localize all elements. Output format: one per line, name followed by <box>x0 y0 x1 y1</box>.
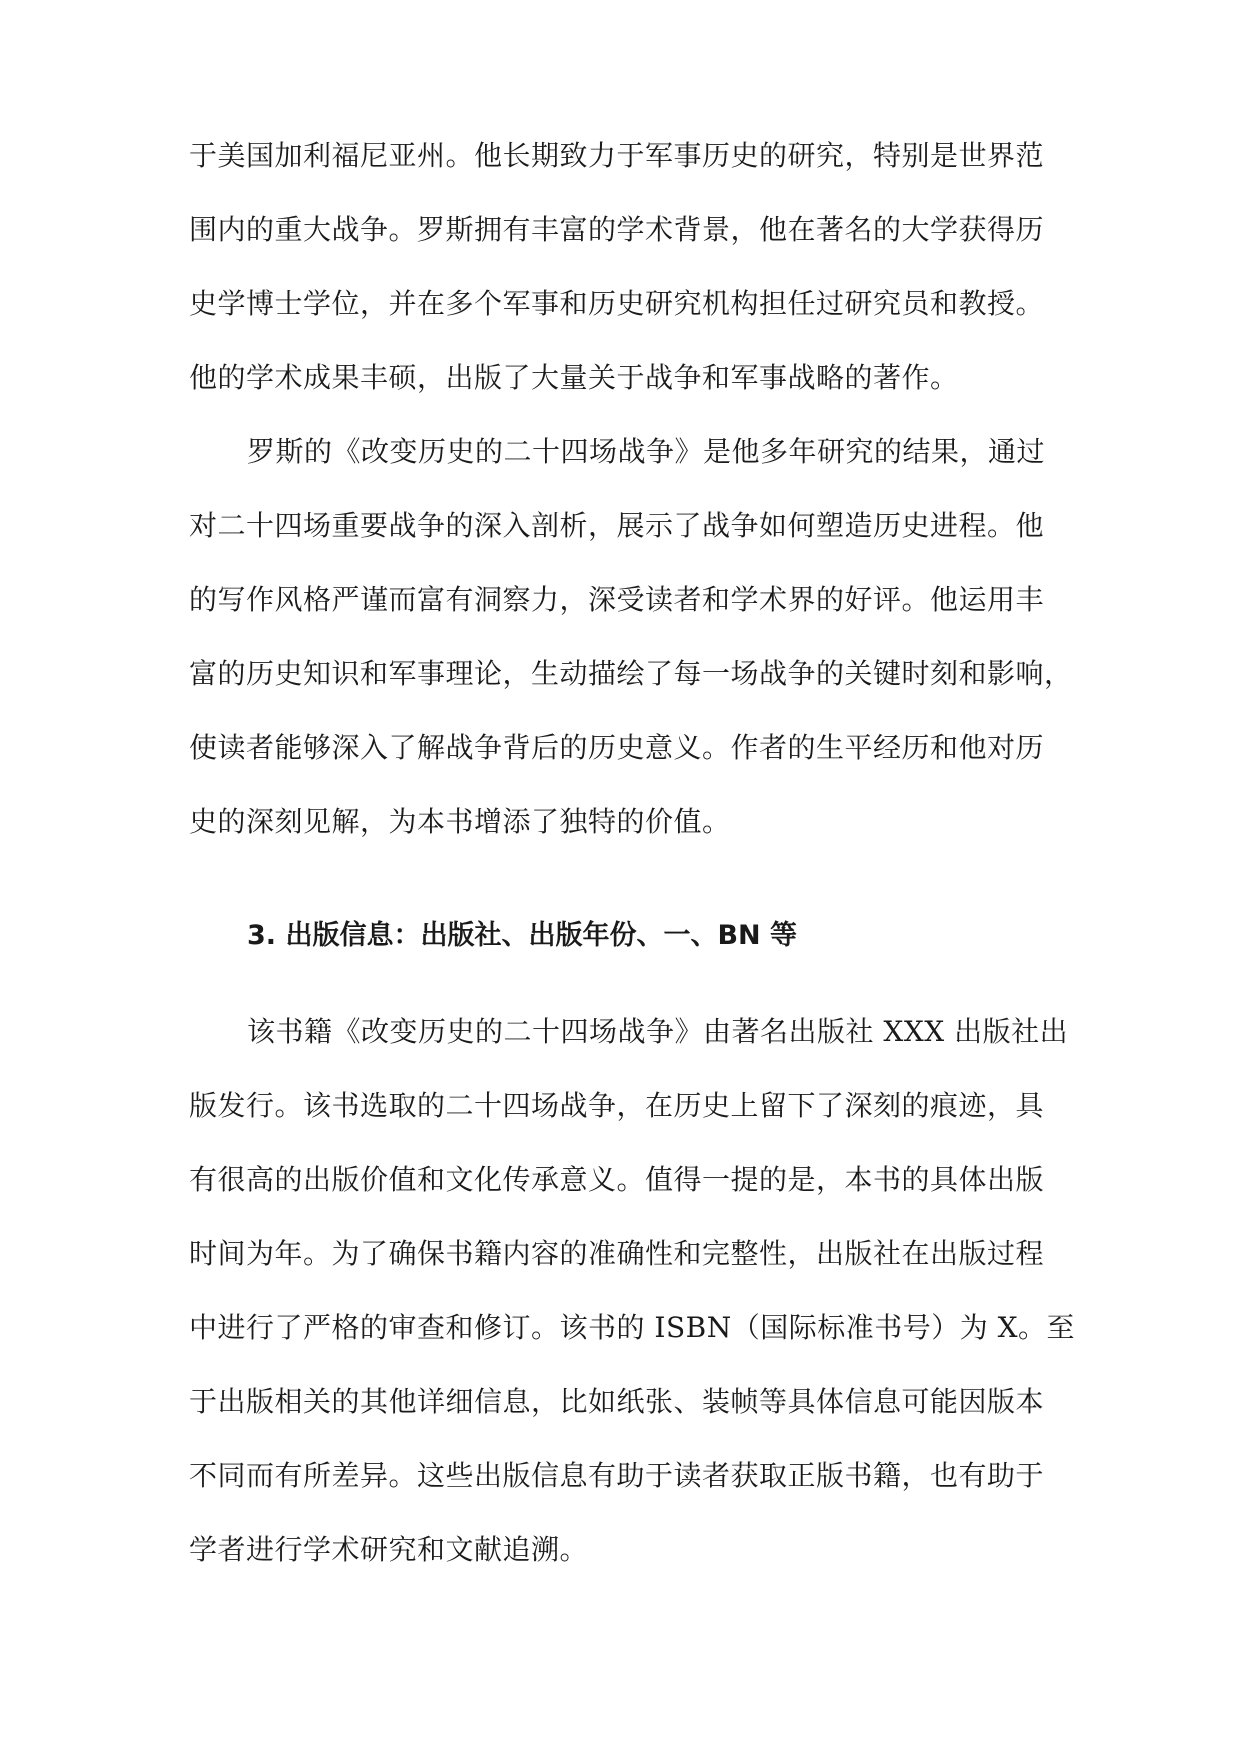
text-line: 罗斯的《改变历史的二十四场战争》是他多年研究的结果，通过 <box>247 435 1046 468</box>
text-line: 他的学术成果丰硕，出版了大量关于战争和军事战略的著作。 <box>189 361 959 394</box>
text-line: 时间为年。为了确保书籍内容的准确性和完整性，出版社在出版过程 <box>189 1237 1045 1270</box>
text-line: 有很高的出版价值和文化传承意义。值得一提的是，本书的具体出版 <box>189 1163 1045 1196</box>
text-line: 史的深刻见解，为本书增添了独特的价值。 <box>189 805 731 838</box>
text-line: 史学博士学位，并在多个军事和历史研究机构担任过研究员和教授。 <box>189 287 1045 320</box>
text-line: 于美国加利福尼亚州。他长期致力于军事历史的研究，特别是世界范 <box>189 139 1045 172</box>
text-line: 围内的重大战争。罗斯拥有丰富的学术背景，他在著名的大学获得历 <box>189 213 1045 246</box>
text-line: 对二十四场重要战争的深入剖析，展示了战争如何塑造历史进程。他 <box>189 509 1045 542</box>
text-line: 该书籍《改变历史的二十四场战争》由著名出版社 XXX 出版社出 <box>247 1015 1069 1048</box>
section-heading: 3. 出版信息：出版社、出版年份、一、BN 等 <box>247 920 798 951</box>
text-line: 的写作风格严谨而富有洞察力，深受读者和学术界的好评。他运用丰 <box>189 583 1045 616</box>
text-line: 学者进行学术研究和文献追溯。 <box>189 1533 589 1566</box>
text-line: 于出版相关的其他详细信息，比如纸张、装帧等具体信息可能因版本 <box>189 1385 1045 1418</box>
text-line: 不同而有所差异。这些出版信息有助于读者获取正版书籍，也有助于 <box>189 1459 1045 1492</box>
text-line: 使读者能够深入了解战争背后的历史意义。作者的生平经历和他对历 <box>189 731 1045 764</box>
text-line: 版发行。该书选取的二十四场战争，在历史上留下了深刻的痕迹，具 <box>189 1089 1045 1122</box>
text-line: 中进行了严格的审查和修订。该书的 ISBN（国际标准书号）为 X。至 <box>189 1311 1076 1344</box>
text-line: 富的历史知识和军事理论，生动描绘了每一场战争的关键时刻和影响， <box>189 657 1073 690</box>
